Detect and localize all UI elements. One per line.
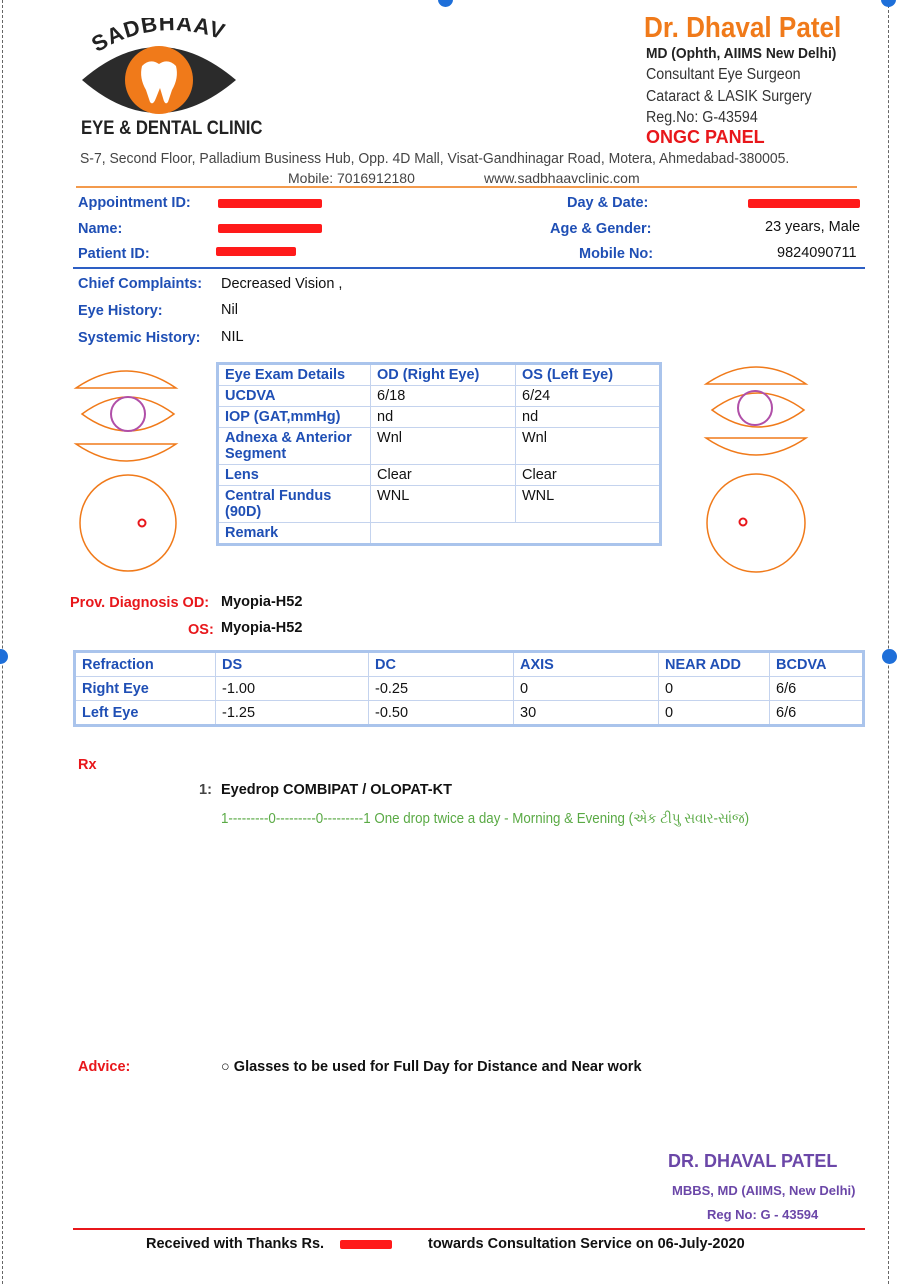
received-suffix: towards Consultation Service on 06-July-2020 <box>428 1236 745 1252</box>
resize-handle-top[interactable] <box>438 0 453 7</box>
exam-cell-label: Remark <box>218 523 371 545</box>
refraction-cell: -0.25 <box>369 677 514 701</box>
refraction-cell: -0.50 <box>369 701 514 726</box>
systemic-history-value: NIL <box>221 329 244 345</box>
page-guide-right <box>888 0 889 1284</box>
exam-cell-od: nd <box>371 407 516 428</box>
refraction-header-row <box>75 652 864 677</box>
rx-label: Rx <box>78 757 97 773</box>
age-gender-value: 23 years, Male <box>765 219 861 235</box>
exam-cell-od: Wnl <box>371 428 516 465</box>
rx-dosage: 1---------0---------0---------1 One drop twice a day - Morning & Evening (એક ટીપુ સવાર-સાંજ) <box>221 811 750 827</box>
footer-divider <box>73 1228 865 1230</box>
appointment-id-label: Appointment ID: <box>78 195 191 211</box>
diagnosis-od-value: Myopia-H52 <box>221 594 303 610</box>
mobile-label: Mobile No: <box>579 246 654 262</box>
eye-history-label: Eye History: <box>78 303 163 319</box>
exam-cell-os: nd <box>516 407 661 428</box>
doctor-reg: Reg.No: G-43594 <box>646 109 758 126</box>
refraction-cell: 0 <box>514 677 659 701</box>
exam-row-iop <box>218 407 661 428</box>
redaction-appointment-id <box>218 199 322 208</box>
signature-reg: Reg No: G - 43594 <box>707 1207 819 1222</box>
patient-divider <box>73 267 865 269</box>
exam-row-lens <box>218 465 661 486</box>
exam-cell-label: Lens <box>218 465 371 486</box>
refraction-cell: 6/6 <box>770 677 864 701</box>
refraction-cell: Right Eye <box>75 677 216 701</box>
refraction-header: Refraction <box>75 652 216 677</box>
exam-cell-os: 6/24 <box>516 386 661 407</box>
advice-label: Advice: <box>78 1059 131 1075</box>
clinic-mobile: Mobile: 7016912180 <box>288 170 415 186</box>
signature-qualification: MBBS, MD (AIIMS, New Delhi) <box>672 1183 856 1198</box>
eye-history-value: Nil <box>221 302 238 318</box>
advice-text: ○ Glasses to be used for Full Day for Distance and Near work <box>221 1059 642 1075</box>
exam-header-details: Eye Exam Details <box>218 364 371 386</box>
exam-cell-os: WNL <box>516 486 661 523</box>
signature-name: DR. DHAVAL PATEL <box>668 1151 838 1171</box>
exam-cell-os: Clear <box>516 465 661 486</box>
exam-row-ucdva <box>218 386 661 407</box>
exam-cell-remark <box>371 523 661 545</box>
refraction-cell: Left Eye <box>75 701 216 726</box>
clinic-name-arc: SADBHAAV <box>87 18 229 57</box>
diagnosis-od-label: Prov. Diagnosis OD: <box>70 595 210 611</box>
redaction-date <box>748 199 860 208</box>
exam-cell-os: Wnl <box>516 428 661 465</box>
exam-row-fundus <box>218 486 661 523</box>
diagnosis-os-label: OS: <box>188 622 214 638</box>
rx-item-name: Eyedrop COMBIPAT / OLOPAT-KT <box>221 782 452 798</box>
refraction-header: BCDVA <box>770 652 864 677</box>
chief-complaints-value: Decreased Vision , <box>221 276 343 292</box>
exam-cell-label: Adnexa & Anterior Segment <box>218 428 371 465</box>
exam-cell-od: WNL <box>371 486 516 523</box>
clinic-name: EYE & DENTAL CLINIC <box>81 118 263 139</box>
panel-label: ONGC PANEL <box>646 127 765 147</box>
rx-item-number: 1: <box>199 782 212 798</box>
right-eye-diagram <box>70 362 185 583</box>
doctor-role: Consultant Eye Surgeon <box>646 66 801 83</box>
refraction-header: DS <box>216 652 369 677</box>
exam-row-remark <box>218 523 661 545</box>
refraction-cell: 30 <box>514 701 659 726</box>
exam-cell-od: Clear <box>371 465 516 486</box>
refraction-cell: 0 <box>659 677 770 701</box>
exam-row-adnexa <box>218 428 661 465</box>
refraction-cell: -1.00 <box>216 677 369 701</box>
exam-header-os: OS (Left Eye) <box>516 364 661 386</box>
redaction-amount <box>340 1240 392 1249</box>
doctor-name-header: Dr. Dhaval Patel <box>644 12 842 44</box>
day-date-label: Day & Date: <box>567 195 649 211</box>
refraction-header: NEAR ADD <box>659 652 770 677</box>
clinic-address: S-7, Second Floor, Palladium Business Hub, Opp. 4D Mall, Visat-Gandhinagar Road, Motera, Ahmedabad-380005. <box>80 150 790 167</box>
exam-cell-label: IOP (GAT,mmHg) <box>218 407 371 428</box>
systemic-history-label: Systemic History: <box>78 330 201 346</box>
age-gender-label: Age & Gender: <box>550 221 652 237</box>
exam-cell-label: UCDVA <box>218 386 371 407</box>
page-guide-left <box>2 0 3 1284</box>
refraction-header: AXIS <box>514 652 659 677</box>
doctor-specialty: Cataract & LASIK Surgery <box>646 88 812 105</box>
chief-complaints-label: Chief Complaints: <box>78 276 203 292</box>
patient-id-label: Patient ID: <box>78 246 150 262</box>
diagnosis-os-value: Myopia-H52 <box>221 620 303 636</box>
refraction-table <box>73 650 865 727</box>
resize-handle-left[interactable] <box>0 649 8 664</box>
exam-cell-label: Central Fundus (90D) <box>218 486 371 523</box>
exam-header-od: OD (Right Eye) <box>371 364 516 386</box>
received-prefix: Received with Thanks Rs. <box>146 1236 325 1252</box>
left-eye-diagram <box>700 358 815 579</box>
refraction-row-left-eye <box>75 701 864 726</box>
refraction-cell: 6/6 <box>770 701 864 726</box>
clinic-website: www.sadbhaavclinic.com <box>484 170 640 186</box>
eye-exam-table <box>216 362 662 546</box>
exam-header-row <box>218 364 661 386</box>
redaction-name <box>218 224 322 233</box>
refraction-cell: -1.25 <box>216 701 369 726</box>
refraction-header: DC <box>369 652 514 677</box>
doctor-qualification: MD (Ophth, AIIMS New Delhi) <box>646 45 837 62</box>
name-label: Name: <box>78 221 123 237</box>
mobile-value: 9824090711 <box>777 245 857 261</box>
refraction-row-right-eye <box>75 677 864 701</box>
resize-handle-right[interactable] <box>882 649 897 664</box>
redaction-patient-id <box>216 247 296 256</box>
resize-handle-top-right[interactable] <box>881 0 896 7</box>
header-divider <box>76 186 857 188</box>
refraction-cell: 0 <box>659 701 770 726</box>
exam-cell-od: 6/18 <box>371 386 516 407</box>
